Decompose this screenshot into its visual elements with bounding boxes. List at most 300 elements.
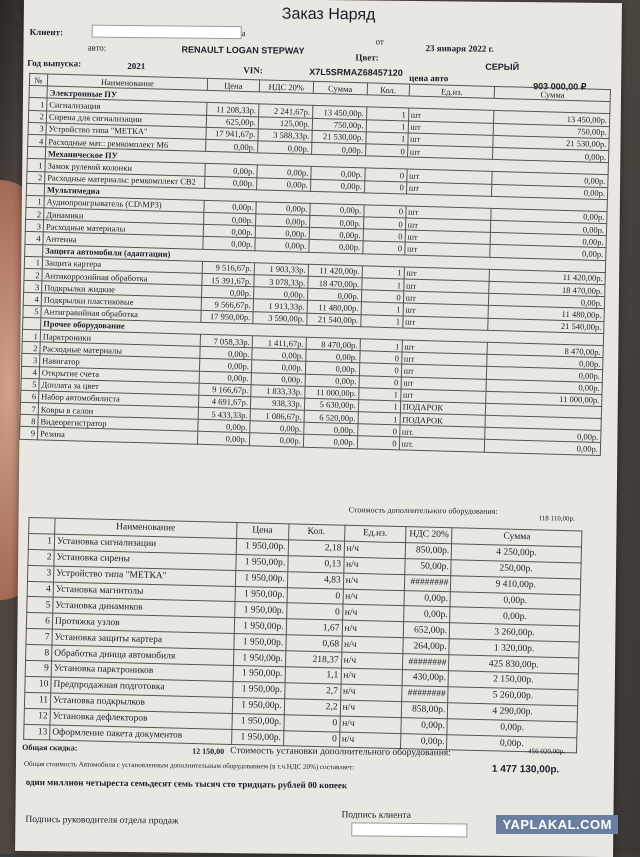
item-total: 0,00р. bbox=[485, 428, 601, 443]
column-header: НДС 20% bbox=[259, 80, 313, 94]
item-vat: 3 588,33р. bbox=[258, 129, 312, 143]
service-unit: н/ч bbox=[343, 589, 405, 606]
service-name: Устройство типа "МЕТКА" bbox=[53, 566, 235, 586]
item-total: 8 470,00р. bbox=[487, 342, 603, 357]
service-unit: н/ч bbox=[344, 541, 406, 558]
service-unit: н/ч bbox=[340, 684, 402, 701]
item-unit: шт bbox=[403, 303, 489, 318]
service-sum: 0,00р. bbox=[450, 591, 580, 610]
item-price: 9 566,67р. bbox=[201, 298, 253, 312]
service-price: 1 950,00р. bbox=[232, 697, 284, 714]
row-number: 10 bbox=[25, 676, 51, 693]
service-qty: 0 bbox=[284, 714, 340, 731]
service-price: 1 950,00р. bbox=[235, 570, 287, 587]
discount-value: 12 150,00 bbox=[192, 746, 224, 757]
item-price: 7 058,33р. bbox=[200, 334, 252, 348]
item-unit: ПОДАРОК bbox=[400, 401, 486, 416]
service-price: 1 950,00р. bbox=[232, 681, 284, 698]
service-price: 1 950,00р. bbox=[234, 602, 286, 619]
item-price: 9 166,67р. bbox=[199, 383, 251, 397]
row-number: 2 bbox=[26, 207, 44, 220]
row-number: 1 bbox=[22, 329, 40, 342]
item-price: 15 391,67р. bbox=[202, 273, 254, 287]
row-number: 13 bbox=[24, 724, 50, 741]
service-name: Установка сигнализации bbox=[54, 534, 236, 554]
service-price: 1 950,00р. bbox=[236, 538, 288, 555]
row-number: 9 bbox=[25, 660, 51, 677]
item-price: 5 433,33р. bbox=[198, 407, 250, 421]
service-qty: 1,1 bbox=[285, 667, 341, 684]
service-sum: 2 150,00р. bbox=[448, 671, 578, 690]
item-price: 4 691,67р. bbox=[198, 395, 250, 409]
item-sum: 18 470,00р. bbox=[308, 276, 362, 290]
total-label: Общая стоимость Автомобиля с установленным дополнительным оборудованием (в т.ч.НДС 20%) составляет: bbox=[24, 759, 354, 773]
row-number: 3 bbox=[28, 565, 54, 582]
service-name: Оформление пакета документов bbox=[50, 725, 232, 745]
watermark: YAPLAKAL.COM bbox=[496, 815, 618, 834]
item-total: 0,00р. bbox=[491, 208, 607, 223]
section-title: Мультимедиа bbox=[44, 184, 607, 212]
service-vat: 0,00р. bbox=[404, 590, 450, 607]
service-unit: н/ч bbox=[343, 557, 405, 574]
row-number: 9 bbox=[19, 427, 37, 440]
row-number: 3 bbox=[28, 122, 46, 135]
item-sum: 11 420,00р. bbox=[308, 264, 362, 278]
year-label: Год выпуска: bbox=[27, 58, 81, 70]
item-qty: 0 bbox=[359, 363, 401, 376]
service-qty: 0,68 bbox=[286, 635, 342, 652]
service-price: 1 950,00р. bbox=[233, 650, 285, 667]
item-qty: 0 bbox=[357, 436, 399, 449]
service-sum: 4 290,00р. bbox=[448, 703, 578, 722]
item-name: Устройство типа "МЕТКА" bbox=[46, 123, 206, 140]
item-sum: 750,00р. bbox=[312, 118, 366, 132]
row-number: 4 bbox=[21, 366, 39, 379]
row-number: 4 bbox=[28, 134, 46, 147]
item-total: 11 480,00р. bbox=[488, 306, 604, 321]
service-name: Протяжка узлов bbox=[52, 613, 234, 633]
service-vat: 0,00р. bbox=[404, 606, 450, 623]
service-vat: 264,00р. bbox=[403, 638, 449, 655]
item-sum: 21 540,00р. bbox=[307, 313, 361, 327]
item-price: 0,00р. bbox=[206, 139, 258, 153]
item-name: Набор автомобилиста bbox=[38, 391, 198, 408]
item-unit: шт. bbox=[399, 425, 485, 440]
item-unit: шт bbox=[402, 340, 488, 355]
service-vat: ######## bbox=[403, 654, 449, 671]
item-sum: 0,00р. bbox=[309, 240, 363, 254]
item-name: Расходные материалы: ремкомплект СВ2 bbox=[45, 171, 205, 188]
item-qty: 0 bbox=[365, 144, 407, 157]
item-qty: 0 bbox=[363, 241, 405, 254]
auto-label: авто: bbox=[87, 43, 106, 54]
service-sum: 4 250,00р. bbox=[451, 544, 581, 563]
item-unit: шт bbox=[405, 206, 491, 221]
row-number: 4 bbox=[27, 581, 53, 598]
item-vat: 938,33р. bbox=[250, 397, 304, 411]
item-unit: шт bbox=[401, 364, 487, 379]
item-sum: 0,00р. bbox=[309, 228, 363, 242]
vin-label: VIN: bbox=[243, 65, 263, 76]
section-title: Защита автомобиля (адаптации) bbox=[43, 245, 606, 273]
item-unit: шт bbox=[403, 291, 489, 306]
item-total: 0,00р. bbox=[492, 184, 608, 199]
column-header: Кол. bbox=[367, 83, 409, 96]
item-name: Расходные мат.: ремкомплект М6 bbox=[46, 135, 206, 152]
item-name: Резина bbox=[37, 427, 197, 444]
item-qty: 1 bbox=[358, 387, 400, 400]
item-vat: 0,00р. bbox=[255, 226, 309, 240]
item-vat: 1 903,33р. bbox=[254, 263, 308, 277]
service-sum: 0,00р. bbox=[450, 607, 580, 626]
item-qty: 1 bbox=[366, 119, 408, 132]
service-price: 1 950,00р. bbox=[235, 586, 287, 603]
item-qty: 1 bbox=[366, 132, 408, 145]
item-unit: шт. bbox=[399, 437, 485, 452]
client-label: Клиент: bbox=[30, 27, 63, 38]
service-qty: 0,13 bbox=[287, 556, 343, 573]
row-number: 1 bbox=[28, 533, 54, 550]
column-header: № bbox=[29, 73, 47, 86]
extra-equipment-value: 118 110,00р. bbox=[539, 513, 575, 524]
service-price: 1 950,00р. bbox=[233, 666, 285, 683]
row-number: 3 bbox=[22, 354, 40, 367]
item-vat: 0,00р. bbox=[251, 360, 305, 374]
item-vat: 0,00р. bbox=[256, 177, 310, 191]
work-order-sheet bbox=[15, 0, 622, 857]
item-unit: шт bbox=[404, 242, 490, 257]
item-qty: 1 bbox=[358, 412, 400, 425]
item-name: Расходные материалы bbox=[40, 342, 200, 359]
item-total: 0,00р. bbox=[493, 147, 609, 162]
item-unit: шт bbox=[401, 376, 487, 391]
item-name: Сигнализация bbox=[47, 98, 207, 115]
item-price: 0,00р. bbox=[198, 420, 250, 434]
item-name: Ковры в салон bbox=[38, 403, 198, 420]
item-name: Защита картера bbox=[42, 257, 202, 274]
total-value: 1 477 130,00р. bbox=[492, 764, 559, 776]
service-qty: 218,37 bbox=[285, 651, 341, 668]
row-number: 4 bbox=[25, 232, 43, 245]
item-sum: 6 520,00р. bbox=[304, 410, 358, 424]
item-total: 21 530,00р. bbox=[493, 135, 609, 150]
row-number: 1 bbox=[24, 256, 42, 269]
item-price: 625,00р. bbox=[206, 115, 258, 129]
item-unit: шт bbox=[402, 316, 488, 331]
item-name: Динамики bbox=[44, 208, 204, 225]
column-header: НДС 20% bbox=[406, 527, 452, 544]
item-qty: 0 bbox=[359, 375, 401, 388]
service-qty: 0 bbox=[287, 587, 343, 604]
item-sum: 0,00р. bbox=[311, 167, 365, 181]
install-cost-value: 456 020,00р. bbox=[528, 746, 565, 757]
service-qty: 2,2 bbox=[284, 699, 340, 716]
item-sum: 0,00р. bbox=[310, 203, 364, 217]
item-vat: 0,00р. bbox=[255, 214, 309, 228]
service-qty: 0 bbox=[286, 603, 342, 620]
row-number: 6 bbox=[26, 613, 52, 630]
item-qty: 1 bbox=[358, 400, 400, 413]
row-number: 1 bbox=[29, 98, 47, 111]
manager-signature-label: Подпись руководителя отдела продаж bbox=[25, 815, 178, 828]
service-unit: н/ч bbox=[341, 636, 403, 653]
item-unit: шт bbox=[408, 108, 494, 123]
column-header: Сумма bbox=[495, 86, 611, 101]
item-unit: шт bbox=[406, 169, 492, 184]
item-name: Антигравийная обработка bbox=[41, 305, 201, 322]
row-number: 1 bbox=[26, 195, 44, 208]
service-name: Установка магнитолы bbox=[53, 582, 235, 602]
service-name: Установка парктроников bbox=[51, 661, 233, 681]
item-sum: 21 530,00р. bbox=[312, 130, 366, 144]
service-vat: ######## bbox=[405, 574, 451, 591]
item-price: 0,00р. bbox=[201, 286, 253, 300]
service-vat: ######## bbox=[402, 686, 448, 703]
item-price: 0,00р. bbox=[203, 237, 255, 251]
item-sum: 0,00р. bbox=[307, 288, 361, 302]
service-vat: 850,00р. bbox=[406, 543, 452, 560]
service-price: 1 950,00р. bbox=[234, 618, 286, 635]
item-sum: 0,00р. bbox=[309, 215, 363, 229]
color-label: Цвет: bbox=[355, 52, 378, 63]
service-price: 1 950,00р. bbox=[231, 729, 283, 746]
row-number bbox=[29, 86, 47, 99]
item-total: 0,00р. bbox=[489, 294, 605, 309]
item-qty: 0 bbox=[361, 290, 403, 303]
service-vat: 652,00р. bbox=[404, 622, 450, 639]
item-sum: 0,00р. bbox=[305, 362, 359, 376]
service-qty: 2,18 bbox=[288, 540, 344, 557]
item-name: Сирена для сигнализации bbox=[46, 110, 206, 127]
item-vat: 0,00р. bbox=[251, 372, 305, 386]
client-signature-label: Подпись клиента bbox=[341, 810, 411, 822]
item-price: 0,00р. bbox=[199, 371, 251, 385]
item-vat: 0,00р. bbox=[256, 202, 310, 216]
item-sum: 11 000,00р. bbox=[305, 386, 359, 400]
row-number: 5 bbox=[21, 378, 39, 391]
item-qty: 0 bbox=[364, 205, 406, 218]
discount-label: Общая скидка: bbox=[22, 742, 77, 754]
item-name: Подкрылки жидкие bbox=[42, 281, 202, 298]
service-qty: 0 bbox=[283, 730, 339, 747]
item-price: 11 208,33р. bbox=[207, 103, 259, 117]
service-sum: 3 260,00р. bbox=[450, 623, 580, 642]
item-price: 17 941,67р. bbox=[206, 127, 258, 141]
service-vat: 858,00р. bbox=[402, 701, 448, 718]
service-unit: н/ч bbox=[340, 700, 402, 717]
installation-table bbox=[23, 517, 582, 754]
item-vat: 1 833,33р. bbox=[251, 384, 305, 398]
item-name: Замок рулевой колонки bbox=[45, 159, 205, 176]
service-name: Обработка днища автомобиля bbox=[51, 645, 233, 665]
item-vat: 1 411,67р. bbox=[252, 336, 306, 350]
item-qty: 1 bbox=[366, 107, 408, 120]
item-price: 0,00р. bbox=[204, 176, 256, 190]
item-total: 11 420,00р. bbox=[489, 269, 605, 284]
item-vat: 0,00р. bbox=[250, 421, 304, 435]
service-unit: н/ч bbox=[341, 652, 403, 669]
service-vat: 0,00р. bbox=[401, 733, 447, 750]
date-from-label: от bbox=[376, 37, 384, 48]
column-header: Ед.из. bbox=[409, 84, 495, 99]
row-number: 2 bbox=[22, 341, 40, 354]
row-number: 7 bbox=[20, 402, 38, 415]
service-unit: н/ч bbox=[342, 620, 404, 637]
row-number: 2 bbox=[28, 549, 54, 566]
item-unit: шт bbox=[404, 267, 490, 282]
item-name: Навигатор bbox=[40, 354, 200, 371]
item-qty: 0 bbox=[359, 351, 401, 364]
service-unit: н/ч bbox=[342, 605, 404, 622]
service-name: Установка дефлекторов bbox=[50, 709, 232, 729]
item-qty: 1 bbox=[361, 302, 403, 315]
item-name: Доплата за цвет bbox=[39, 379, 199, 396]
row-number: 5 bbox=[23, 305, 41, 318]
order-date: 23 января 2022 г. bbox=[425, 43, 493, 55]
service-sum: 1 320,00р. bbox=[449, 639, 579, 658]
item-unit: шт bbox=[407, 133, 493, 148]
item-unit: шт bbox=[401, 352, 487, 367]
row-number bbox=[27, 147, 45, 160]
item-unit: шт bbox=[405, 230, 491, 245]
extra-equipment-label: Стоимость дополнительного оборудования: bbox=[349, 504, 498, 517]
item-name: Аудиопроигрыватель (CD\MP3) bbox=[44, 196, 204, 213]
item-total: 18 470,00р. bbox=[489, 281, 605, 296]
item-sum: 0,00р. bbox=[311, 142, 365, 156]
item-name: Открытие счета bbox=[39, 366, 199, 383]
service-unit: н/ч bbox=[339, 716, 401, 733]
item-vat: 125,00р. bbox=[258, 116, 312, 130]
doc-title: Заказ Наряд bbox=[282, 6, 376, 25]
row-number bbox=[26, 183, 44, 196]
item-unit: шт bbox=[400, 389, 486, 404]
item-sum: 0,00р. bbox=[305, 374, 359, 388]
item-total: 0,00р. bbox=[491, 220, 607, 235]
year-value: 2021 bbox=[127, 61, 145, 72]
service-sum: 9 410,00р. bbox=[451, 575, 581, 594]
section-title: Механическое ПУ bbox=[45, 147, 608, 175]
row-number: 1 bbox=[27, 159, 45, 172]
service-sum: 425 830,00р. bbox=[449, 655, 579, 674]
column-header: Сумма bbox=[313, 81, 367, 95]
service-name: Установка сирены bbox=[54, 550, 236, 570]
row-number bbox=[23, 317, 41, 330]
column-header bbox=[29, 517, 55, 534]
item-unit: шт bbox=[408, 121, 494, 136]
item-name: Антикоррозийная обработка bbox=[42, 269, 202, 286]
item-total: 13 450,00р. bbox=[494, 111, 610, 126]
item-total: 0,00р. bbox=[490, 233, 606, 248]
item-unit: ПОДАРОК bbox=[400, 413, 486, 428]
price-label: цена авто bbox=[409, 73, 448, 84]
service-name: Установка подкрылков bbox=[50, 693, 232, 713]
service-unit: н/ч bbox=[341, 668, 403, 685]
service-sum: 5 260,00р. bbox=[448, 687, 578, 706]
item-price: 0,00р. bbox=[203, 225, 255, 239]
row-number bbox=[25, 244, 43, 257]
section-title: Прочее оборудование bbox=[41, 318, 604, 346]
row-number: 3 bbox=[25, 220, 43, 233]
item-qty: 0 bbox=[357, 424, 399, 437]
item-sum: 13 450,00р. bbox=[312, 106, 366, 120]
item-unit: шт bbox=[403, 279, 489, 294]
item-total: 750,00р. bbox=[494, 123, 610, 138]
row-number: 8 bbox=[20, 415, 38, 428]
column-header: Цена bbox=[207, 78, 259, 92]
item-sum: 11 480,00р. bbox=[307, 301, 361, 315]
row-number: 3 bbox=[24, 281, 42, 294]
service-qty: 1,67 bbox=[286, 619, 342, 636]
row-number: 8 bbox=[26, 645, 52, 662]
item-total: 0,00р. bbox=[486, 379, 602, 394]
item-qty: 0 bbox=[365, 168, 407, 181]
item-unit: шт bbox=[405, 218, 491, 233]
service-vat: 0,00р. bbox=[401, 717, 447, 734]
item-price: 0,00р. bbox=[203, 212, 255, 226]
service-sum: 250,00р. bbox=[451, 560, 581, 579]
redacted-client bbox=[92, 25, 242, 40]
item-name: Антенна bbox=[43, 232, 203, 249]
service-name: Установка защиты картера bbox=[52, 629, 234, 649]
color-value: СЕРЫЙ bbox=[485, 62, 519, 73]
client-tail: а bbox=[242, 28, 246, 39]
vin-value: X7L5SRMAZ68457120 bbox=[309, 67, 403, 79]
item-sum: 0,00р. bbox=[310, 179, 364, 193]
item-vat: 0,00р. bbox=[255, 238, 309, 252]
item-total: 11 000,00р. bbox=[486, 391, 602, 406]
service-price: 1 950,00р. bbox=[232, 713, 284, 730]
item-vat: 0,00р. bbox=[253, 287, 307, 301]
item-price: 0,00р. bbox=[204, 200, 256, 214]
item-total: 0,00р. bbox=[487, 354, 603, 369]
item-total: 0,00р. bbox=[492, 172, 608, 187]
row-number: 2 bbox=[24, 268, 42, 281]
item-vat: 2 241,67р. bbox=[258, 104, 312, 118]
item-vat: 1 086,67р. bbox=[250, 409, 304, 423]
column-header: Сумма bbox=[452, 528, 582, 547]
service-unit: н/ч bbox=[343, 573, 405, 590]
item-sum: 0,00р. bbox=[303, 435, 357, 449]
item-vat: 0,00р. bbox=[249, 433, 303, 447]
item-sum: 5 630,00р. bbox=[304, 398, 358, 412]
item-price: 0,00р. bbox=[199, 359, 251, 373]
item-qty: 1 bbox=[362, 266, 404, 279]
service-name: Предпродажная подготовка bbox=[51, 677, 233, 697]
item-price: 0,00р. bbox=[197, 432, 249, 446]
item-name: Парктроники bbox=[40, 330, 200, 347]
item-total: 0,00р. bbox=[490, 245, 606, 260]
service-qty: 2,7 bbox=[284, 683, 340, 700]
install-cost-label: Стоимость установки дополнительного оборудования: bbox=[230, 746, 451, 759]
row-number: 6 bbox=[21, 390, 39, 403]
item-name: Подкрылки пластиковые bbox=[41, 293, 201, 310]
item-name: Видеорегистратор bbox=[38, 415, 198, 432]
item-vat: 0,00р. bbox=[257, 141, 311, 155]
item-vat: 3 590,00р. bbox=[253, 311, 307, 325]
item-total: 0,00р. bbox=[487, 367, 603, 382]
column-header: Наименование bbox=[47, 74, 207, 91]
service-sum: 0,00р. bbox=[447, 734, 577, 753]
item-vat: 0,00р. bbox=[257, 165, 311, 179]
row-number: 12 bbox=[24, 708, 50, 725]
column-header: Ед.из. bbox=[344, 525, 406, 542]
item-qty: 0 bbox=[364, 180, 406, 193]
item-qty: 1 bbox=[361, 314, 403, 327]
auto-model: RENAULT LOGAN STEPWAY bbox=[181, 45, 304, 57]
item-vat: 1 913,33р. bbox=[253, 299, 307, 313]
column-header: Цена bbox=[236, 523, 288, 540]
item-qty: 0 bbox=[363, 229, 405, 242]
